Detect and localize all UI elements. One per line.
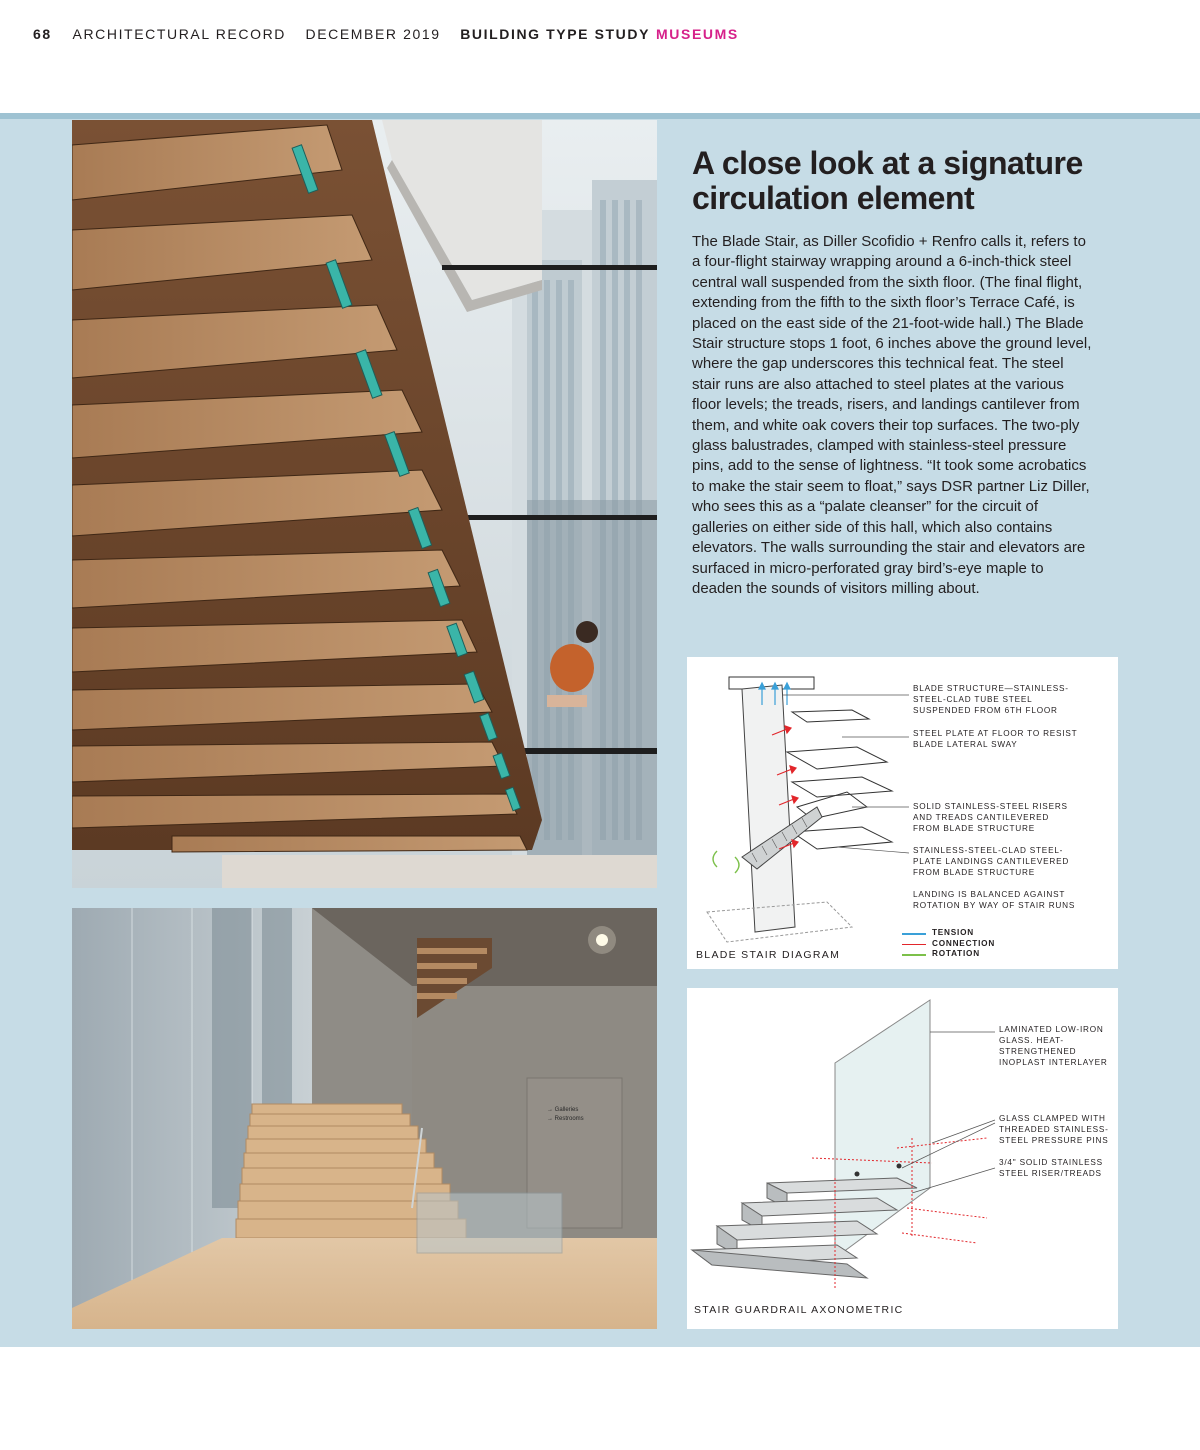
- blade-stair-diagram: [687, 657, 1118, 969]
- svg-text:→ Restrooms: → Restrooms: [547, 1116, 584, 1122]
- section-label: BUILDING TYPE STUDY: [460, 26, 651, 42]
- publication-name: ARCHITECTURAL RECORD: [72, 26, 286, 42]
- legend-connection: CONNECTION: [902, 939, 995, 950]
- issue-date: DECEMBER 2019: [305, 26, 441, 42]
- guardrail-callout-2: GLASS CLAMPED WITH THREADED STAINLESS-STEEL PRESSURE PINS: [999, 1114, 1109, 1145]
- rotation-swatch: [902, 954, 926, 956]
- connection-swatch: [902, 944, 926, 946]
- blade-callout-1: BLADE STRUCTURE—STAINLESS-STEEL-CLAD TUBE STEEL SUSPENDED FROM 6TH FLOOR: [913, 684, 1069, 715]
- page-number: 68: [33, 26, 52, 42]
- guardrail-diagram-caption: STAIR GUARDRAIL AXONOMETRIC: [694, 1304, 904, 1316]
- tension-swatch: [902, 933, 926, 935]
- blade-stair-photo: [72, 120, 657, 888]
- blade-diagram-caption: BLADE STAIR DIAGRAM: [696, 949, 841, 961]
- guardrail-callout-1: LAMINATED LOW-IRON GLASS. HEAT-STRENGTHENED INOPLAST INTERLAYER: [999, 1025, 1108, 1067]
- diagram-legend: [902, 928, 995, 960]
- section-topic: MUSEUMS: [656, 26, 739, 42]
- blade-callout-5: LANDING IS BALANCED AGAINST ROTATION BY WAY OF STAIR RUNS: [913, 890, 1076, 910]
- guardrail-diagram: [687, 988, 1118, 1329]
- blade-callout-3: SOLID STAINLESS-STEEL RISERS AND TREADS CANTILEVERED FROM BLADE STRUCTURE: [913, 802, 1068, 833]
- legend-tension: TENSION: [902, 928, 995, 939]
- stair-hall-photo: [72, 908, 657, 1329]
- blade-callout-2: STEEL PLATE AT FLOOR TO RESIST BLADE LATERAL SWAY: [913, 729, 1078, 749]
- article-headline: A close look at a signature circulation element: [692, 145, 1083, 216]
- running-header: [33, 26, 753, 42]
- svg-text:→ Galleries: → Galleries: [547, 1107, 579, 1113]
- guardrail-callout-3: 3/4" SOLID STAINLESS STEEL RISER/TREADS: [999, 1158, 1103, 1178]
- blade-callout-4: STAINLESS-STEEL-CLAD STEEL-PLATE LANDINGS CANTILEVERED FROM BLADE STRUCTURE: [913, 846, 1070, 877]
- legend-rotation: ROTATION: [902, 949, 995, 960]
- article-body: The Blade Stair, as Diller Scofidio + Renfro calls it, refers to a four-flight stairway wrapping around a 6-inch-thick steel central wall suspended from the sixth floor. (The final flight, extending from the fifth to the sixth floor’s Terrace Café, is placed on the east side of the 21-foot-wide hall.) The Blade Stair structure stops 1 foot, 6 inches above the ground level, where the gap underscores this technical feat. The steel stair runs are also attached to steel plates at the various floor levels; the treads, risers, and landings cantilever from them, and white oak covers their top surfaces. The two-ply glass balustrades, clamped with stainless-steel pressure pins, add to the sense of lightness. “It took some acrobatics to make the stair seem to float,” says DSR partner Liz Diller, who sees this as a “palate cleanser” for the circuit of galleries on either side of this hall, which also contains elevators. The walls surrounding the stair and elevators are surfaced in micro-perforated gray bird’s-eye maple to deaden the sounds of visitors milling about.: [692, 233, 1092, 597]
